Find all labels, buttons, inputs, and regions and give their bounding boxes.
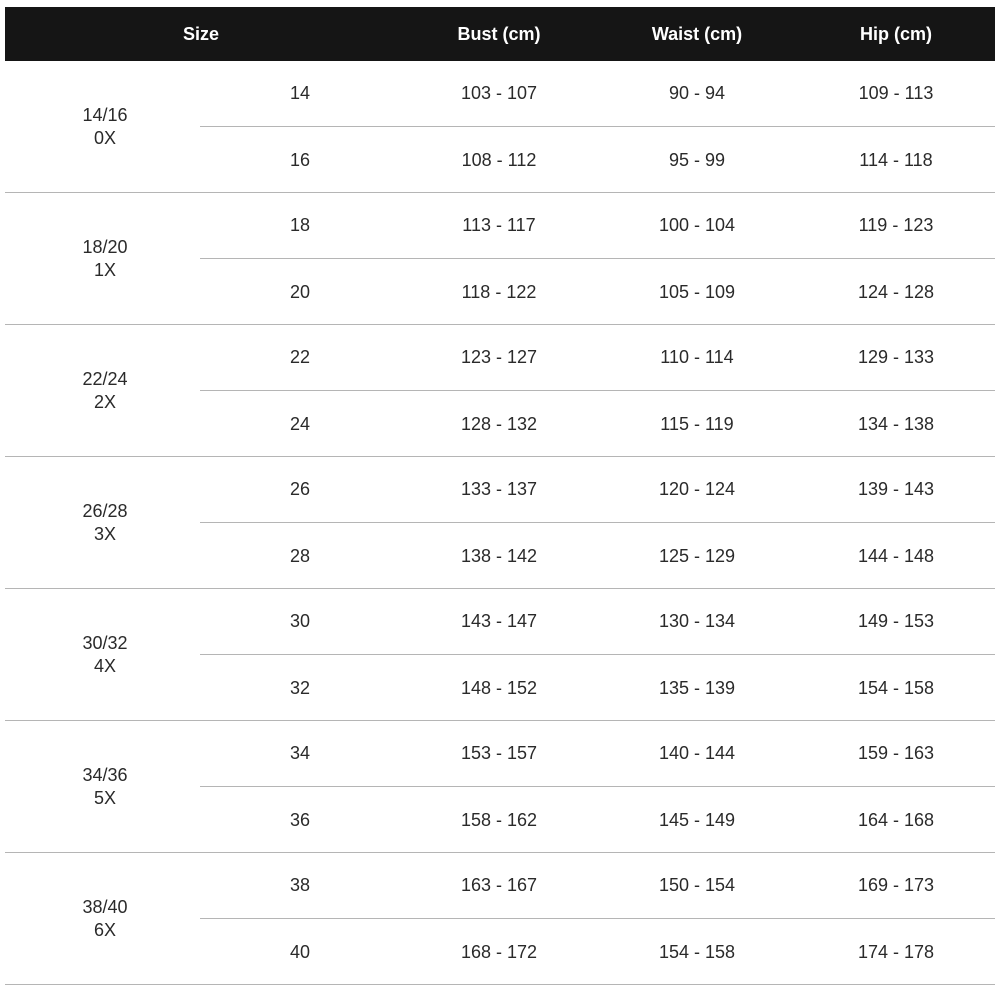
- group-label: [15, 325, 195, 457]
- cell-waist: 130 - 134: [658, 611, 736, 631]
- table-row: [200, 523, 995, 589]
- cell-bust: 123 - 127: [460, 347, 538, 367]
- cell-bust: 128 - 132: [460, 414, 538, 434]
- group-label-sizes: 22/24: [82, 369, 128, 389]
- cell-bust: 163 - 167: [460, 875, 538, 895]
- cell-size: 38: [289, 875, 311, 895]
- cell-hip: 169 - 173: [857, 875, 935, 895]
- cell-bust: 138 - 142: [460, 546, 538, 566]
- table-row: [200, 391, 995, 457]
- cell-bust: 168 - 172: [460, 942, 538, 962]
- table-row: [200, 721, 995, 787]
- group-label-sizes: 34/36: [82, 765, 128, 785]
- cell-size: 32: [289, 678, 311, 698]
- group-label-sizes: 14/16: [82, 105, 128, 125]
- header-waist: Waist (cm): [651, 24, 743, 44]
- group-label-plus: 4X: [93, 656, 117, 676]
- cell-waist: 140 - 144: [658, 743, 736, 763]
- cell-waist: 145 - 149: [658, 810, 736, 830]
- size-group: [5, 325, 995, 457]
- cell-size: 18: [289, 215, 311, 235]
- group-label-plus: 3X: [93, 524, 117, 544]
- cell-waist: 90 - 94: [668, 83, 726, 103]
- cell-bust: 118 - 122: [461, 282, 537, 302]
- size-group: [5, 457, 995, 589]
- cell-waist: 154 - 158: [658, 942, 736, 962]
- cell-hip: 164 - 168: [857, 810, 935, 830]
- cell-waist: 135 - 139: [658, 678, 736, 698]
- group-label: [15, 721, 195, 853]
- cell-bust: 158 - 162: [460, 810, 538, 830]
- cell-waist: 95 - 99: [668, 150, 726, 170]
- cell-hip: 124 - 128: [857, 282, 935, 302]
- table-row: [200, 457, 995, 523]
- table-row: [200, 655, 995, 721]
- cell-size: 34: [289, 743, 311, 763]
- header-size: Size: [182, 24, 220, 44]
- cell-waist: 110 - 114: [660, 347, 734, 367]
- cell-hip: 174 - 178: [857, 942, 935, 962]
- cell-waist: 115 - 119: [660, 414, 734, 434]
- cell-bust: 133 - 137: [460, 479, 538, 499]
- group-label: [15, 589, 195, 721]
- cell-hip: 109 - 113: [858, 83, 934, 103]
- table-row: [200, 589, 995, 655]
- group-label-plus: 6X: [93, 920, 117, 940]
- cell-bust: 103 - 107: [460, 83, 538, 103]
- size-group: [5, 61, 995, 193]
- size-group: [5, 193, 995, 325]
- size-group: [5, 589, 995, 721]
- cell-hip: 159 - 163: [857, 743, 935, 763]
- group-label-sizes: 38/40: [82, 897, 128, 917]
- cell-hip: 154 - 158: [857, 678, 935, 698]
- group-label: [15, 457, 195, 589]
- group-label-plus: 2X: [93, 392, 117, 412]
- cell-hip: 119 - 123: [858, 215, 934, 235]
- cell-hip: 139 - 143: [857, 479, 935, 499]
- cell-size: 24: [289, 414, 311, 434]
- group-label-sizes: 18/20: [82, 237, 128, 257]
- size-group: [5, 853, 995, 985]
- cell-bust: 153 - 157: [460, 743, 538, 763]
- size-chart-table: [5, 7, 995, 985]
- table-row: [200, 787, 995, 853]
- table-row: [200, 193, 995, 259]
- table-row: [200, 61, 995, 127]
- table-header: [5, 7, 995, 61]
- table-row: [200, 325, 995, 391]
- cell-size: 30: [289, 611, 311, 631]
- cell-waist: 105 - 109: [658, 282, 736, 302]
- cell-bust: 108 - 112: [461, 150, 537, 170]
- cell-hip: 129 - 133: [857, 347, 935, 367]
- cell-hip: 134 - 138: [857, 414, 935, 434]
- cell-waist: 120 - 124: [658, 479, 736, 499]
- cell-size: 26: [289, 479, 311, 499]
- cell-bust: 113 - 117: [462, 215, 536, 235]
- cell-size: 36: [289, 810, 311, 830]
- cell-hip: 149 - 153: [857, 611, 935, 631]
- cell-size: 16: [289, 150, 311, 170]
- group-label: [15, 61, 195, 193]
- group-label-plus: 1X: [93, 260, 117, 280]
- size-group: [5, 721, 995, 853]
- group-label-sizes: 26/28: [82, 501, 128, 521]
- table-row: [200, 259, 995, 325]
- cell-waist: 100 - 104: [658, 215, 736, 235]
- group-label-sizes: 30/32: [82, 633, 128, 653]
- table-row: [200, 127, 995, 193]
- table-row: [200, 919, 995, 985]
- cell-waist: 150 - 154: [658, 875, 736, 895]
- cell-size: 40: [289, 942, 311, 962]
- group-label: [15, 193, 195, 325]
- cell-bust: 143 - 147: [460, 611, 538, 631]
- cell-size: 20: [289, 282, 311, 302]
- group-label-plus: 0X: [93, 128, 117, 148]
- cell-waist: 125 - 129: [658, 546, 736, 566]
- cell-hip: 144 - 148: [857, 546, 935, 566]
- header-hip: Hip (cm): [860, 24, 932, 44]
- cell-hip: 114 - 118: [859, 150, 933, 170]
- cell-bust: 148 - 152: [460, 678, 538, 698]
- group-label: [15, 853, 195, 985]
- group-label-plus: 5X: [93, 788, 117, 808]
- cell-size: 14: [289, 83, 311, 103]
- cell-size: 28: [289, 546, 311, 566]
- cell-size: 22: [289, 347, 311, 367]
- header-bust: Bust (cm): [457, 24, 541, 44]
- table-row: [200, 853, 995, 919]
